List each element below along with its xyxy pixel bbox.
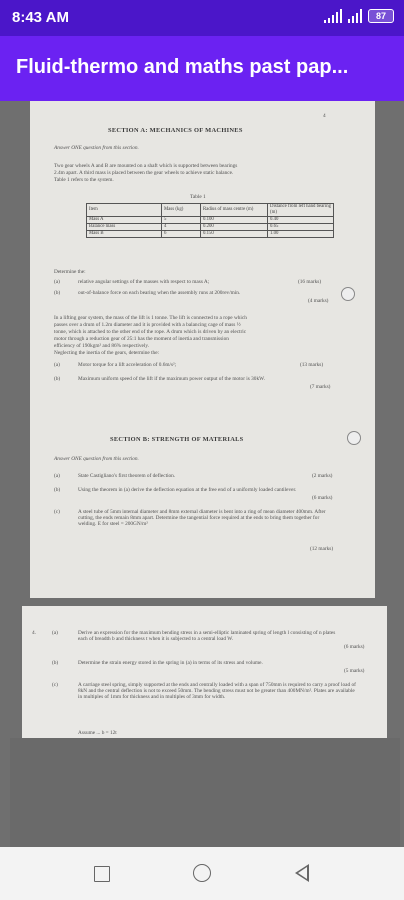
part-text: Maximum uniform speed of the lift if the maximum power output of the motor is 30kW. <box>78 376 265 382</box>
part-label: (a) <box>54 473 60 479</box>
part-marks: (2 marks) <box>312 473 333 479</box>
table-cell: Mass A <box>87 217 162 224</box>
part-label: (b) <box>54 376 61 382</box>
table-header: Item <box>87 204 162 217</box>
q1-line: 2.4m apart. A third mass is placed between the gear wheels to achieve static balance. <box>54 170 234 176</box>
part-label: (a) <box>52 630 58 636</box>
part-label: (a) <box>54 362 60 368</box>
q1-line: Two gear wheels A and B are mounted on a shaft which is supported between bearings <box>54 163 238 169</box>
part-label: (b) <box>54 290 61 296</box>
table-cell: Balance mass <box>87 224 162 231</box>
pdf-viewer[interactable] <box>0 101 404 847</box>
part-text: State Castigliano's first theorem of deflection. <box>78 473 176 479</box>
app-bar-title: Fluid-thermo and maths past pap... <box>16 56 349 78</box>
q1-line: Table 1 refers to the system. <box>54 177 114 183</box>
table-cell: 0.100 <box>201 217 268 224</box>
signal-icon <box>324 9 342 23</box>
table-row <box>87 224 334 231</box>
part-text: out-of-balance force on each bearing when the assembly runs at 200rev/min. <box>78 290 241 296</box>
table-cell: 6 <box>162 231 201 238</box>
question-number: 4. <box>32 630 36 636</box>
table-row <box>87 217 334 224</box>
app-bar <box>0 36 404 101</box>
table-header-row <box>87 204 334 217</box>
recent-apps-icon[interactable] <box>94 866 110 882</box>
q2-line: motor through a reduction gear of 25:1 has the moment of inertia and transmission <box>54 336 229 342</box>
part-trailing-text: Assume ... b = 12t <box>78 730 117 736</box>
part-label: (b) <box>54 487 61 493</box>
data-table <box>86 203 334 238</box>
table-cell: 4 <box>162 224 201 231</box>
q2-line: passes over a drum of 1.2m diameter and it is provided with a balancing cage of mass ½ <box>54 322 241 328</box>
table-header: Mass (kg) <box>162 204 201 217</box>
part-marks: (6 marks) <box>312 495 333 501</box>
part-marks: (16 marks) <box>298 279 322 285</box>
section-a-instruction: Answer ONE question from this section. <box>54 145 139 151</box>
part-text: A carriage steel spring, simply supported at the ends and centrally loaded with a span of 750mm is required to carry a proof load of 8kN and the central deflection is not to exceed 50mm. The bending stress must not be greater than 400MN/m². Plates are available in multiples of 1mm for thickness and in multiples of 3mm for width. <box>78 682 356 701</box>
part-text: A steel tube of 5mm internal diameter and 8mm external diameter is bent into a ring of mean diameter 400mm. After cutting, the ends remain 8mm apart. Determine the tangential force required at the ends to bring them together for welding. E for steel = 200GN/m² <box>78 509 326 528</box>
status-time: 8:43 AM <box>12 9 69 26</box>
scroll-handle-icon[interactable] <box>347 431 361 445</box>
q2-line: tonne, which is attached to the other end of the rope. A drum which is driven by an electric <box>54 329 247 335</box>
part-marks: (5 marks) <box>344 668 365 674</box>
q2-line: In a lifting gear system, the mass of the lift is 1 tonne. The lift is connected to a rope which <box>54 315 247 321</box>
part-marks: (7 marks) <box>310 384 331 390</box>
part-label: (b) <box>52 660 59 666</box>
table-header: Distance from left hand bearing (m) <box>268 204 334 217</box>
page-background <box>10 738 400 847</box>
part-marks: (6 marks) <box>344 644 365 650</box>
table-cell: 0.150 <box>201 231 268 238</box>
table-cell: 0.65 <box>268 224 334 231</box>
part-label: (c) <box>52 682 58 688</box>
signal-icon-2 <box>348 9 362 23</box>
table-caption: Table 1 <box>190 194 206 200</box>
part-text: relative angular settings of the masses with respect to mass A; <box>78 279 210 285</box>
table-header: Radius of mass centre (m) <box>201 204 268 217</box>
part-text: Motor torque for a lift acceleration of 0.6m/s²; <box>78 362 177 368</box>
q2-line: Neglecting the inertia of the gears, determine the: <box>54 350 160 356</box>
document-page-1[interactable] <box>30 101 375 598</box>
page-number: 4 <box>323 113 326 119</box>
table-row <box>87 231 334 238</box>
q2-line: efficiency of 190kgm² and 86% respectively. <box>54 343 149 349</box>
section-a-heading: SECTION A: MECHANICS OF MACHINES <box>108 127 243 134</box>
status-bar <box>0 0 404 36</box>
document-page-2[interactable] <box>22 606 387 738</box>
table-cell: 0.40 <box>268 217 334 224</box>
table-cell: Mass B <box>87 231 162 238</box>
determine-label: Determine the: <box>54 269 86 275</box>
navigation-bar <box>0 847 404 900</box>
table-cell: 0.200 <box>201 224 268 231</box>
home-icon[interactable] <box>193 864 211 882</box>
table-cell: 5 <box>162 217 201 224</box>
part-marks: (12 marks) <box>310 546 334 552</box>
table-cell: 1.00 <box>268 231 334 238</box>
part-label: (c) <box>54 509 60 515</box>
scroll-handle-icon[interactable] <box>341 287 355 301</box>
part-marks: (4 marks) <box>308 298 329 304</box>
section-b-heading: SECTION B: STRENGTH OF MATERIALS <box>110 436 244 443</box>
battery-icon: 87 <box>368 9 394 23</box>
back-icon-inner <box>298 867 307 879</box>
part-marks: (13 marks) <box>300 362 324 368</box>
part-text: Derive an expression for the maximum bending stress in a semi-elliptic laminated spring of length l consisting of n plates each of breadth b and thickness t when it is subjected to a central load W. <box>78 630 336 643</box>
section-b-instruction: Answer ONE question from this section. <box>54 456 139 462</box>
status-icons <box>324 9 394 23</box>
part-text: Using the theorem in (a) derive the deflection equation at the free end of a uniformly loaded cantilever. <box>78 487 297 493</box>
part-label: (a) <box>54 279 60 285</box>
part-text: Determine the strain energy stored in the spring in (a) in terms of its stress and volume. <box>78 660 263 666</box>
